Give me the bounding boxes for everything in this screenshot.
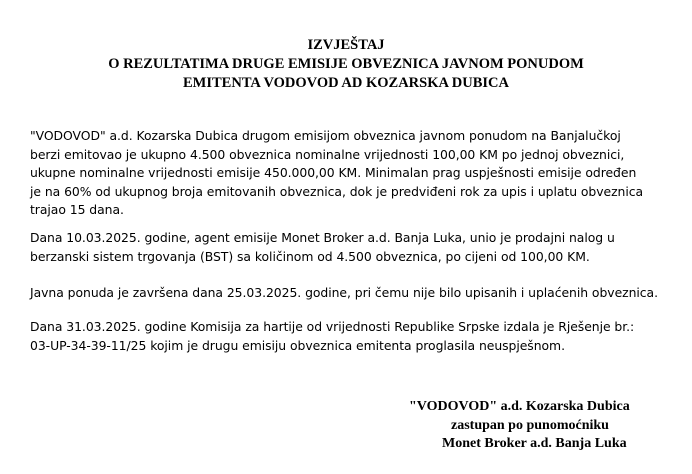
paragraph-line: 03-UP-34-39-11/25 kojim je drugu emisiju obveznica emitenta proglasila neuspješnom. [30,337,565,353]
paragraph-emission-summary [30,127,656,220]
signature-block [395,398,655,454]
signature-agent: Monet Broker a.d. Banja Luka [442,436,627,451]
signature-company: "VODOVOD" a.d. Kozarska Dubica [409,399,630,414]
paragraph-line: Dana 31.03.2025. godine Komisija za hartije od vrijednosti Republike Srpske izdala je Rješenje br.: [30,319,635,334]
paragraph-line: berzanski sistem trgovanja (BST) sa količinom od 4.500 obveznica, po cijeni od 100,00 KM. [30,248,590,264]
title-line-2: O REZULTATIMA DRUGE EMISIJE OBVEZNICA JAVNOM PONUDOM [108,56,584,72]
paragraph-line: trajao 15 dana. [30,202,124,217]
title-line-1: IZVJEŠTAJ [307,37,385,53]
paragraph-line: "VODOVOD" a.d. Kozarska Dubica drugom emisijom obveznica javnom ponudom na Banjalučkoj [30,128,621,143]
title-line-3: EMITENTA VODOVOD AD KOZARSKA DUBICA [183,75,509,91]
paragraph-line: Dana 10.03.2025. godine, agent emisije Monet Broker a.d. Banja Luka, unio je prodajni nalog u [30,230,615,245]
paragraph-line: je na 60% od ukupnog broja emitovanih obveznica, dok je predviđeni rok za upis i uplatu obveznica [30,183,644,199]
paragraph-line: berzi emitovao je ukupno 4.500 obveznica nominalne vrijednosti 100,00 KM po jednoj obveznici, [30,146,625,162]
report-title [0,36,692,93]
paragraph-commission-decision [30,318,656,355]
paragraph-line: ukupne nominalne vrijednosti emisije 450.000,00 KM. Minimalan prag uspješnosti emisije određen [30,165,637,180]
paragraph-line: Javna ponuda je završena dana 25.03.2025. godine, pri čemu nije bilo upisanih i uplaćenih obveznica. [30,285,658,300]
paragraph-offer-closed [30,284,656,303]
paragraph-sell-order [30,229,656,266]
signature-represented-by: zastupan po punomoćniku [451,417,609,433]
